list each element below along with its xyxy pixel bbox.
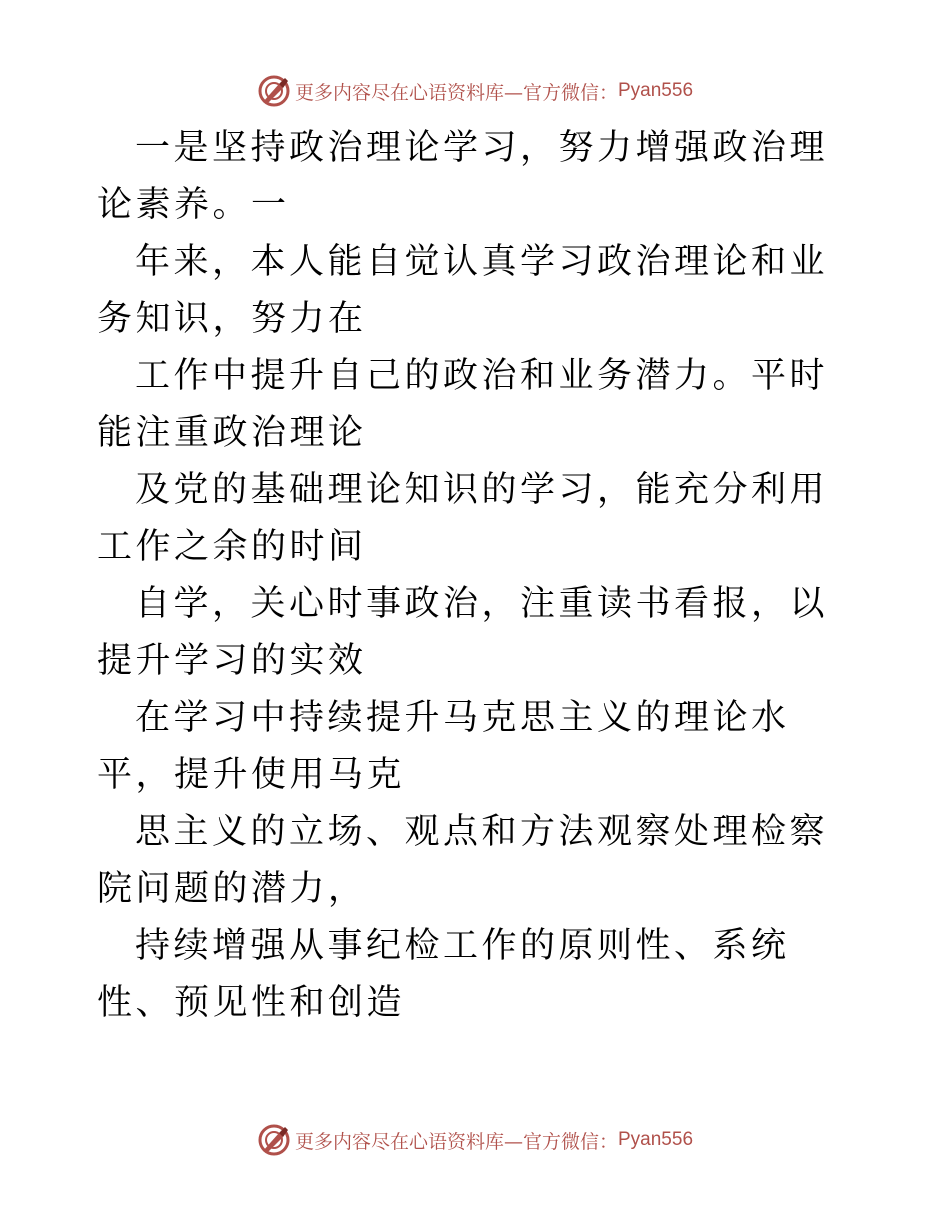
- paragraph: 一是坚持政治理论学习，努力增强政治理论素养。一: [97, 128, 829, 225]
- paragraph: 及党的基础理论知识的学习，能充分利用工作之余的时间: [97, 470, 829, 567]
- footer-watermark: [0, 1120, 950, 1160]
- pen-logo-icon: [257, 74, 291, 108]
- paragraph: 在学习中持续提升马克思主义的理论水平，提升使用马克: [97, 698, 790, 795]
- header-watermark: [0, 71, 950, 111]
- document-body: [97, 120, 857, 1032]
- watermark-text: 更多内容尽在心语资料库—官方微信：: [294, 1130, 618, 1153]
- watermark-wechat-id: Pyan556: [618, 1129, 694, 1150]
- paragraph: 年来，本人能自觉认真学习政治理论和业务知识，努力在: [97, 242, 829, 339]
- watermark-text: 更多内容尽在心语资料库—官方微信：: [294, 81, 618, 104]
- pen-logo-icon: [257, 1123, 291, 1157]
- paragraph: 思主义的立场、观点和方法观察处理检察院问题的潜力，: [97, 812, 829, 909]
- watermark-wechat-id: Pyan556: [618, 80, 694, 101]
- paragraph: 自学，关心时事政治，注重读书看报，以提升学习的实效: [97, 584, 829, 681]
- paragraph: 工作中提升自己的政治和业务潜力。平时能注重政治理论: [97, 356, 829, 453]
- paragraph: 持续增强从事纪检工作的原则性、系统性、预见性和创造: [97, 926, 790, 1023]
